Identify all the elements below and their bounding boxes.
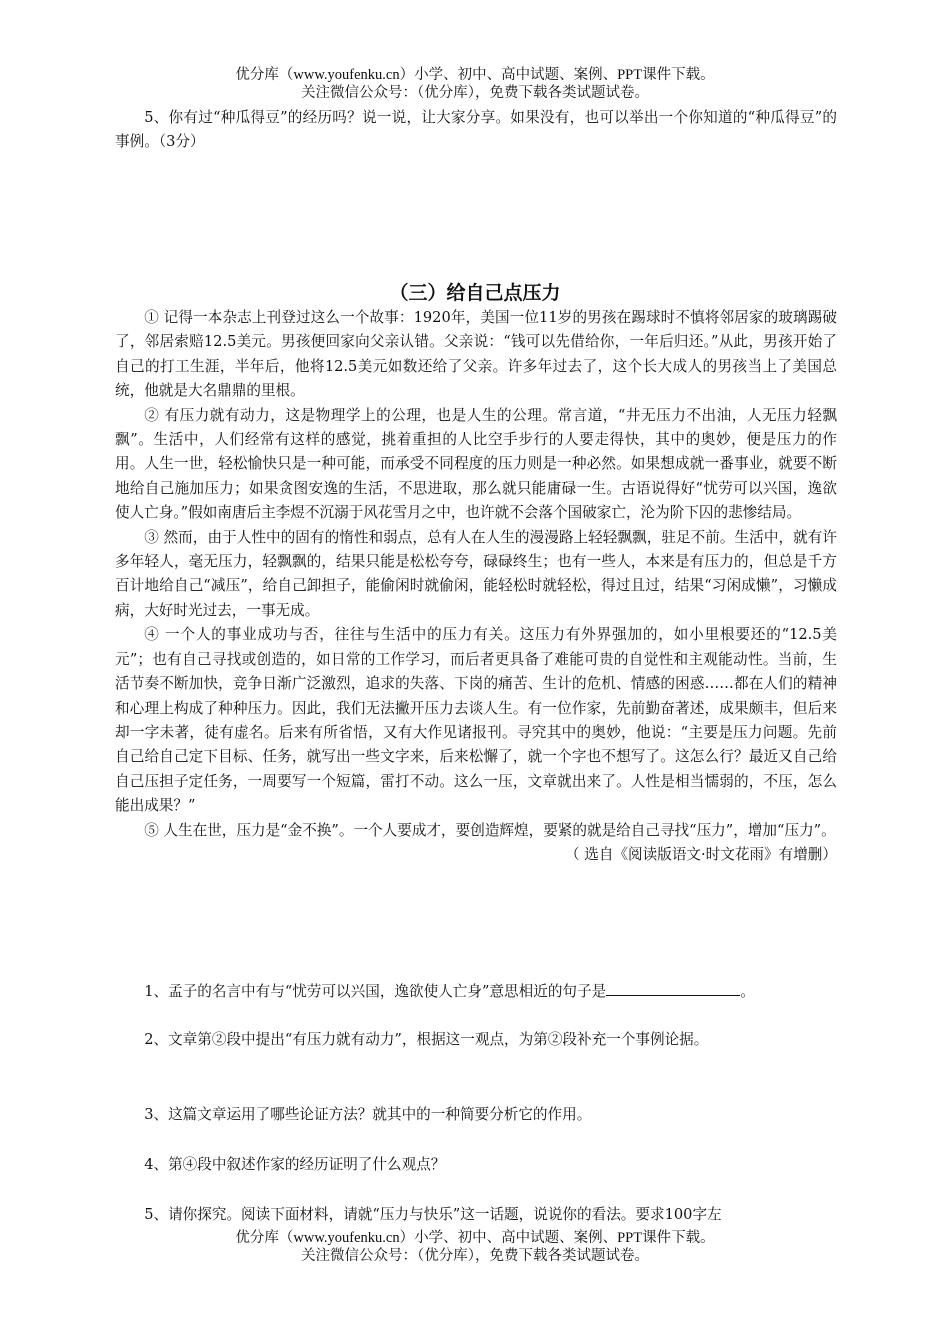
prev-question-5-text: 5、你有过“种瓜得豆”的经历吗？说一说，让大家分享。如果没有，也可以举出一个你知道的“种瓜得豆”的事例。（3分） <box>115 109 837 151</box>
article-paragraph-1: ① 记得一本杂志上刊登过这么一个故事：1920年，美国一位11岁的男孩在踢球时不慎将邻居家的玻璃踢破了，邻居索赔12.5美元。男孩便回家向父亲认错。父亲说：“钱可以先借给你，一年后归还。”从此，男孩开始了自己的打工生涯，半年后，他将12.5美元如数还给了父亲。许多年过去了，这个长大成人的男孩当上了美国总统，他就是大名鼎鼎的里根。 <box>115 309 837 400</box>
question-2: 2、文章第②段中提出“有压力就有动力”，根据这一观点，为第②段补充一个事例论据。 <box>144 1031 709 1048</box>
article-title: （三）给自己点压力 <box>389 282 561 304</box>
article-paragraph-5-text: ⑤ 人生在世，压力是“金不换”。一个人要成才，要创造辉煌，要紧的就是给自己寻找“压力”，增加“压力”。 <box>144 821 836 839</box>
header-top-line1: 优分库（www.youfenku.cn）小学、初中、高中试题、案例、PPT课件下载。 <box>235 67 715 83</box>
header-bottom-line1: 优分库（www.youfenku.cn）小学、初中、高中试题、案例、PPT课件下载。 <box>235 1230 715 1246</box>
header-top-line2: 关注微信公众号：（优分库），免费下载各类试题试卷。 <box>301 85 649 101</box>
answer-blank[interactable] <box>606 981 740 996</box>
article-paragraph-4: ④ 一个人的事业成功与否，往往与生活中的压力有关。这压力有外界强加的，如小里根要还的“12.5美元”；也有自己寻找或创造的，如日常的工作学习，而后者更具备了难能可贵的自觉性和主观能动性。当前，生活节奏不断加快，竞争日渐广泛激烈，追求的失落、下岗的痛苦、生计的危机、情感的困惑……都在人们的精神和心理上构成了种种压力。因此，我们无法撇开压力去谈人生。有一位作家，先前勤奋著述，成果颇丰，但后来却一字未著，徒有虚名。后来有所省悟，又有大作见诸报刊。寻究其中的奥妙，他说：“主要是压力问题。先前自己给自己定下目标、任务，就写出一些文字来，后来松懈了，就一个字也不想写了。这怎么行？最近又自己给自己压担子定任务，一周要写一个短篇，雷打不动。这么一压，文章就出来了。人性是相当懦弱的，不压，怎么能出成果？” <box>115 626 837 815</box>
question-3: 3、这篇文章运用了哪些论证方法？就其中的一种简要分析它的作用。 <box>144 1106 592 1123</box>
article-paragraph-3: ③ 然而，由于人性中的固有的惰性和弱点，总有人在人生的漫漫路上轻轻飘飘，驻足不前。生活中，就有许多年轻人，毫无压力，轻飘飘的，结果只能是松松夸夸，碌碌终生；也有一些人，本来是有压力的，但总是千方百计地给自己“减压”，给自己卸担子，能偷闲时就偷闲，能轻松时就轻松，得过且过，结果“习闲成懒”，习懒成病，大好时光过去，一事无成。 <box>115 528 837 619</box>
question-1 <box>115 981 837 1003</box>
article-body <box>115 306 837 867</box>
question-1-end: 。 <box>740 983 755 1000</box>
question-1-text: 1、孟子的名言中有与“忧劳可以兴国，逸欲使人亡身”意思相近的句子是 <box>144 983 607 1000</box>
question-4: 4、第④段中叙述作家的经历证明了什么观点？ <box>144 1156 446 1173</box>
question-5: 5、请你探究。阅读下面材料，请就“压力与快乐”这一话题，说说你的看法。要求100字左 <box>144 1206 722 1223</box>
article-paragraph-2: ② 有压力就有动力，这是物理学上的公理，也是人生的公理。常言道，“井无压力不出油，人无压力轻飘飘”。生活中，人们经常有这样的感觉，挑着重担的人比空手步行的人要走得快，其中的奥妙，便是压力的作用。人生一世，轻松愉快只是一种可能，而承受不同程度的压力则是一种必然。如果想成就一番事业，就要不断地给自己施加压力；如果贪图安逸的生活，不思进取，那么就只能庸碌一生。古语说得好“忧劳可以兴国，逸欲使人亡身。”假如南唐后主李煜不沉溺于风花雪月之中，也许就不会落个国破家亡，沦为阶下囚的悲惨结局。 <box>115 406 837 522</box>
header-bottom-line2: 关注微信公众号：（优分库），免费下载各类试题试卷。 <box>301 1248 649 1264</box>
article-paragraph-5 <box>115 819 837 863</box>
prev-question-5 <box>115 106 837 155</box>
article-source: （ 选自《阅读版语文·时文花雨》有增删） <box>565 845 837 863</box>
